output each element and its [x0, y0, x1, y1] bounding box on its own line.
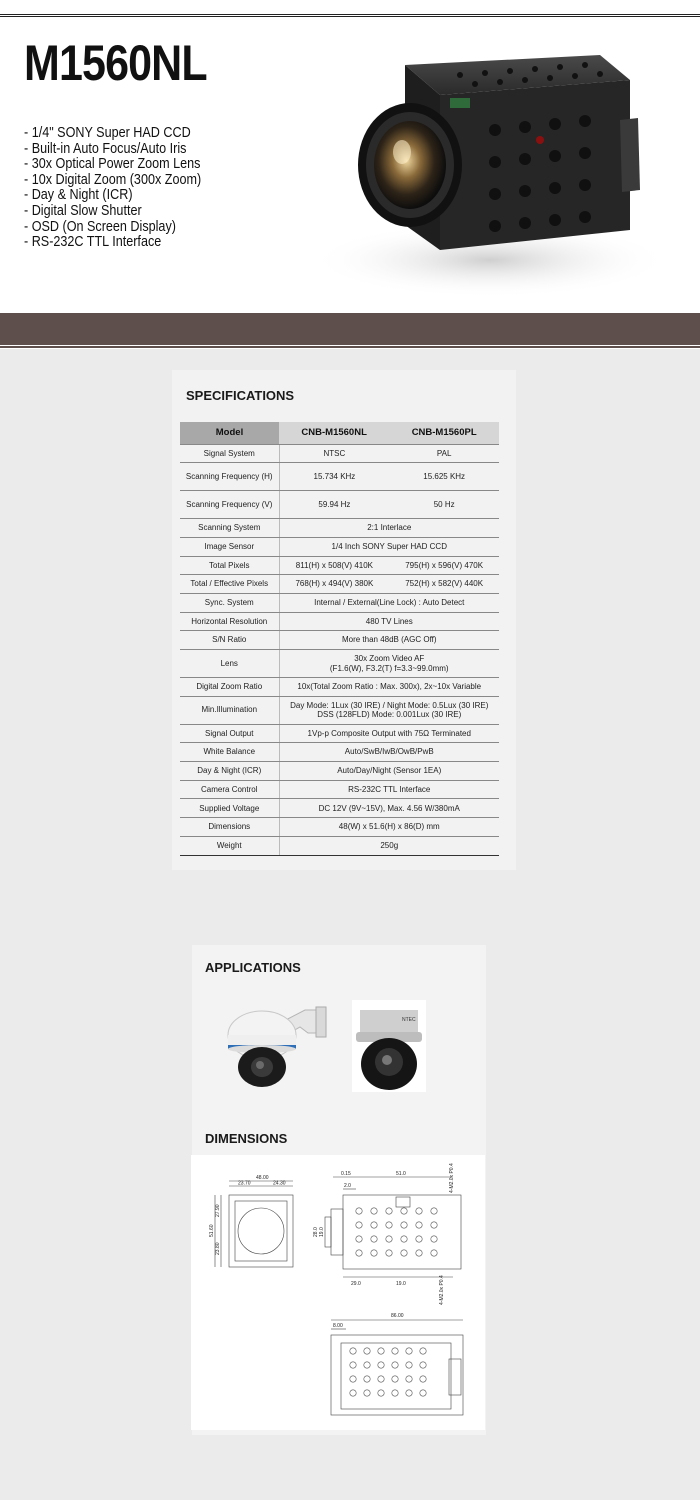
top-rule	[0, 14, 700, 17]
spec-label: Supplied Voltage	[180, 799, 279, 818]
feature-item: - Built-in Auto Focus/Auto Iris	[24, 139, 187, 157]
spec-label: S/N Ratio	[180, 631, 279, 650]
spec-label: Horizontal Resolution	[180, 612, 279, 631]
mounting-hole	[364, 1390, 370, 1396]
mounting-hole	[406, 1348, 412, 1354]
table-row	[180, 537, 499, 556]
mounting-hole	[356, 1236, 362, 1242]
spec-value: Auto/Day/Night (Sensor 1EA)	[279, 762, 499, 781]
spec-label: Day & Night (ICR)	[180, 762, 279, 781]
dimensions-drawing	[191, 1155, 485, 1430]
dimensions-title: DIMENSIONS	[205, 1131, 288, 1146]
mounting-hole	[420, 1362, 426, 1368]
camera-brand-text: NTEC	[402, 1017, 416, 1023]
spec-value-line: (F1.6(W), F3.2(T) f=3.3~99.0mm)	[329, 663, 449, 673]
spec-value: 10x(Total Zoom Ratio : Max. 300x), 2x~10x Variable	[279, 678, 499, 697]
spec-label: White Balance	[180, 743, 279, 762]
dimension-label: 24.30	[273, 1180, 286, 1187]
spec-value: 59.94 Hz	[279, 491, 389, 519]
spec-value: 250g	[279, 836, 499, 855]
feature-item: - Day & Night (ICR)	[24, 186, 133, 204]
spec-label: Sync. System	[180, 593, 279, 612]
mounting-hole	[416, 1222, 422, 1228]
applications-title: APPLICATIONS	[205, 960, 301, 975]
mounting-hole	[371, 1208, 377, 1214]
mounting-hole	[401, 1250, 407, 1256]
spec-label: Digital Zoom Ratio	[180, 678, 279, 697]
spec-value: 811(H) x 508(V) 410K	[279, 556, 389, 575]
mounting-hole	[392, 1376, 398, 1382]
spec-value: 1Vp-p Composite Output with 75Ω Terminated	[279, 724, 499, 743]
dimension-label: 19.0	[319, 1227, 325, 1237]
spec-value: 50 Hz	[389, 491, 499, 519]
column-header: Model	[180, 422, 279, 444]
spec-value: 15.625 KHz	[389, 463, 499, 491]
indoor-dome-camera-image	[352, 1000, 426, 1092]
feature-item: - RS-232C TTL Interface	[24, 233, 162, 251]
table-row	[180, 575, 499, 594]
dimension-label: 27.90	[215, 1204, 221, 1217]
feature-item: - 10x Digital Zoom (300x Zoom)	[24, 170, 202, 188]
mounting-hole	[406, 1362, 412, 1368]
column-header: CNB-M1560PL	[389, 422, 499, 444]
spec-value: Internal / External(Line Lock) : Auto Detect	[279, 593, 499, 612]
specifications-title: SPECIFICATIONS	[186, 388, 295, 403]
mounting-hole	[406, 1376, 412, 1382]
spec-label: Signal System	[180, 444, 279, 463]
spec-label: Total / Effective Pixels	[180, 575, 279, 594]
mounting-hole	[392, 1348, 398, 1354]
table-row	[180, 780, 499, 799]
mounting-hole	[386, 1208, 392, 1214]
spec-value	[279, 650, 499, 678]
mounting-hole	[350, 1376, 356, 1382]
feature-item: - Digital Slow Shutter	[24, 201, 142, 219]
spec-label: Lens	[180, 650, 279, 678]
spec-value: 2:1 Interlace	[279, 519, 499, 538]
spec-value: 15.734 KHz	[279, 463, 389, 491]
mounting-hole	[378, 1376, 384, 1382]
spec-value: RS-232C TTL Interface	[279, 780, 499, 799]
spec-value: 768(H) x 494(V) 380K	[279, 575, 389, 594]
spec-label: Total Pixels	[180, 556, 279, 575]
spec-value	[279, 696, 499, 724]
table-row	[180, 556, 499, 575]
dimension-label: 28.0	[313, 1227, 319, 1237]
table-row	[180, 463, 499, 491]
dimension-label: 8.00	[333, 1323, 343, 1329]
mounting-hole	[371, 1236, 377, 1242]
spec-label: Dimensions	[180, 818, 279, 837]
table-row	[180, 818, 499, 837]
mounting-hole	[406, 1390, 412, 1396]
mounting-hole	[350, 1348, 356, 1354]
specifications-table	[180, 422, 499, 856]
feature-list	[24, 125, 235, 250]
model-title: M1560NL	[24, 35, 207, 91]
mounting-hole	[392, 1362, 398, 1368]
mounting-hole	[378, 1362, 384, 1368]
table-row	[180, 696, 499, 724]
spec-label: Weight	[180, 836, 279, 855]
mounting-hole	[401, 1236, 407, 1242]
spec-value: 48(W) x 51.6(H) x 86(D) mm	[279, 818, 499, 837]
spec-value-line: DSS (128FLD) Mode: 0.001Lux (30 IRE)	[317, 710, 462, 720]
mounting-hole	[420, 1390, 426, 1396]
mounting-hole	[431, 1222, 437, 1228]
table-row	[180, 724, 499, 743]
mounting-hole	[416, 1250, 422, 1256]
spec-value: 795(H) x 596(V) 470K	[389, 556, 499, 575]
spec-label: Camera Control	[180, 780, 279, 799]
dimension-label: 19.0	[396, 1281, 406, 1287]
header-band-rule	[0, 346, 700, 348]
mounting-hole	[386, 1250, 392, 1256]
spec-value: PAL	[389, 444, 499, 463]
mounting-hole	[431, 1208, 437, 1214]
table-row	[180, 612, 499, 631]
dimension-label: 23.70	[238, 1180, 251, 1187]
table-row	[180, 631, 499, 650]
spec-value-line: 30x Zoom Video AF	[354, 654, 425, 663]
spec-label: Min.Illumination	[180, 696, 279, 724]
camera-module-image	[310, 40, 680, 305]
outdoor-dome-camera-image	[220, 995, 330, 1095]
spec-value-line: Day Mode: 1Lux (30 IRE) / Night Mode: 0.5Lux (30 IRE)	[290, 700, 489, 710]
spec-value: NTSC	[279, 444, 389, 463]
table-row	[180, 444, 499, 463]
column-header: CNB-M1560NL	[279, 422, 389, 444]
spec-label: Scanning System	[180, 519, 279, 538]
dimension-label: 0.15	[341, 1171, 351, 1177]
dimension-label: 2.0	[344, 1183, 351, 1189]
spec-label: Image Sensor	[180, 537, 279, 556]
feature-item: - 1/4" SONY Super HAD CCD	[24, 124, 191, 141]
mounting-hole	[386, 1236, 392, 1242]
dimension-label: 51.60	[209, 1224, 215, 1237]
spec-value: More than 48dB (AGC Off)	[279, 631, 499, 650]
mounting-hole	[371, 1250, 377, 1256]
spec-label: Scanning Frequency (H)	[180, 463, 279, 491]
header-band	[0, 313, 700, 345]
table-row	[180, 650, 499, 678]
mounting-hole	[386, 1222, 392, 1228]
dimension-label: 86.00	[391, 1313, 404, 1319]
spec-value: 752(H) x 582(V) 440K	[389, 575, 499, 594]
mounting-hole	[401, 1222, 407, 1228]
table-row	[180, 799, 499, 818]
mounting-hole	[416, 1208, 422, 1214]
mounting-hole	[350, 1390, 356, 1396]
mounting-hole	[431, 1236, 437, 1242]
mounting-hole	[378, 1348, 384, 1354]
mounting-hole	[356, 1250, 362, 1256]
dimension-label: 4-M2.0x P0.4	[449, 1163, 455, 1193]
spec-label: Scanning Frequency (V)	[180, 491, 279, 519]
mounting-hole	[364, 1376, 370, 1382]
table-row	[180, 836, 499, 855]
mounting-hole	[420, 1348, 426, 1354]
table-row	[180, 678, 499, 697]
spec-value: 480 TV Lines	[279, 612, 499, 631]
dimension-label: 51.0	[396, 1171, 406, 1177]
spec-label: Signal Output	[180, 724, 279, 743]
spec-value: DC 12V (9V~15V), Max. 4.56 W/380mA	[279, 799, 499, 818]
dimension-label: 4-M2.0x P0.4	[439, 1275, 445, 1305]
mounting-hole	[350, 1362, 356, 1368]
table-row	[180, 491, 499, 519]
mounting-hole	[356, 1208, 362, 1214]
mounting-holes	[350, 1208, 437, 1396]
dimension-label: 29.0	[351, 1281, 361, 1287]
mounting-hole	[378, 1390, 384, 1396]
front-view	[209, 1175, 293, 1267]
table-row	[180, 762, 499, 781]
mounting-hole	[392, 1390, 398, 1396]
table-row	[180, 743, 499, 762]
feature-item: - OSD (On Screen Display)	[24, 217, 176, 235]
mounting-hole	[356, 1222, 362, 1228]
mounting-hole	[371, 1222, 377, 1228]
table-row	[180, 519, 499, 538]
side-view	[313, 1163, 461, 1305]
mounting-hole	[431, 1250, 437, 1256]
mounting-hole	[416, 1236, 422, 1242]
table-row	[180, 593, 499, 612]
spec-value: Auto/SwB/IwB/OwB/PwB	[279, 743, 499, 762]
feature-item: - 30x Optical Power Zoom Lens	[24, 155, 201, 173]
bottom-view	[331, 1313, 463, 1415]
mounting-hole	[420, 1376, 426, 1382]
mounting-hole	[364, 1348, 370, 1354]
dimension-label: 48.00	[256, 1175, 269, 1181]
spec-value: 1/4 Inch SONY Super HAD CCD	[279, 537, 499, 556]
mounting-hole	[364, 1362, 370, 1368]
mounting-hole	[401, 1208, 407, 1214]
dimension-label: 23.80	[215, 1242, 221, 1255]
